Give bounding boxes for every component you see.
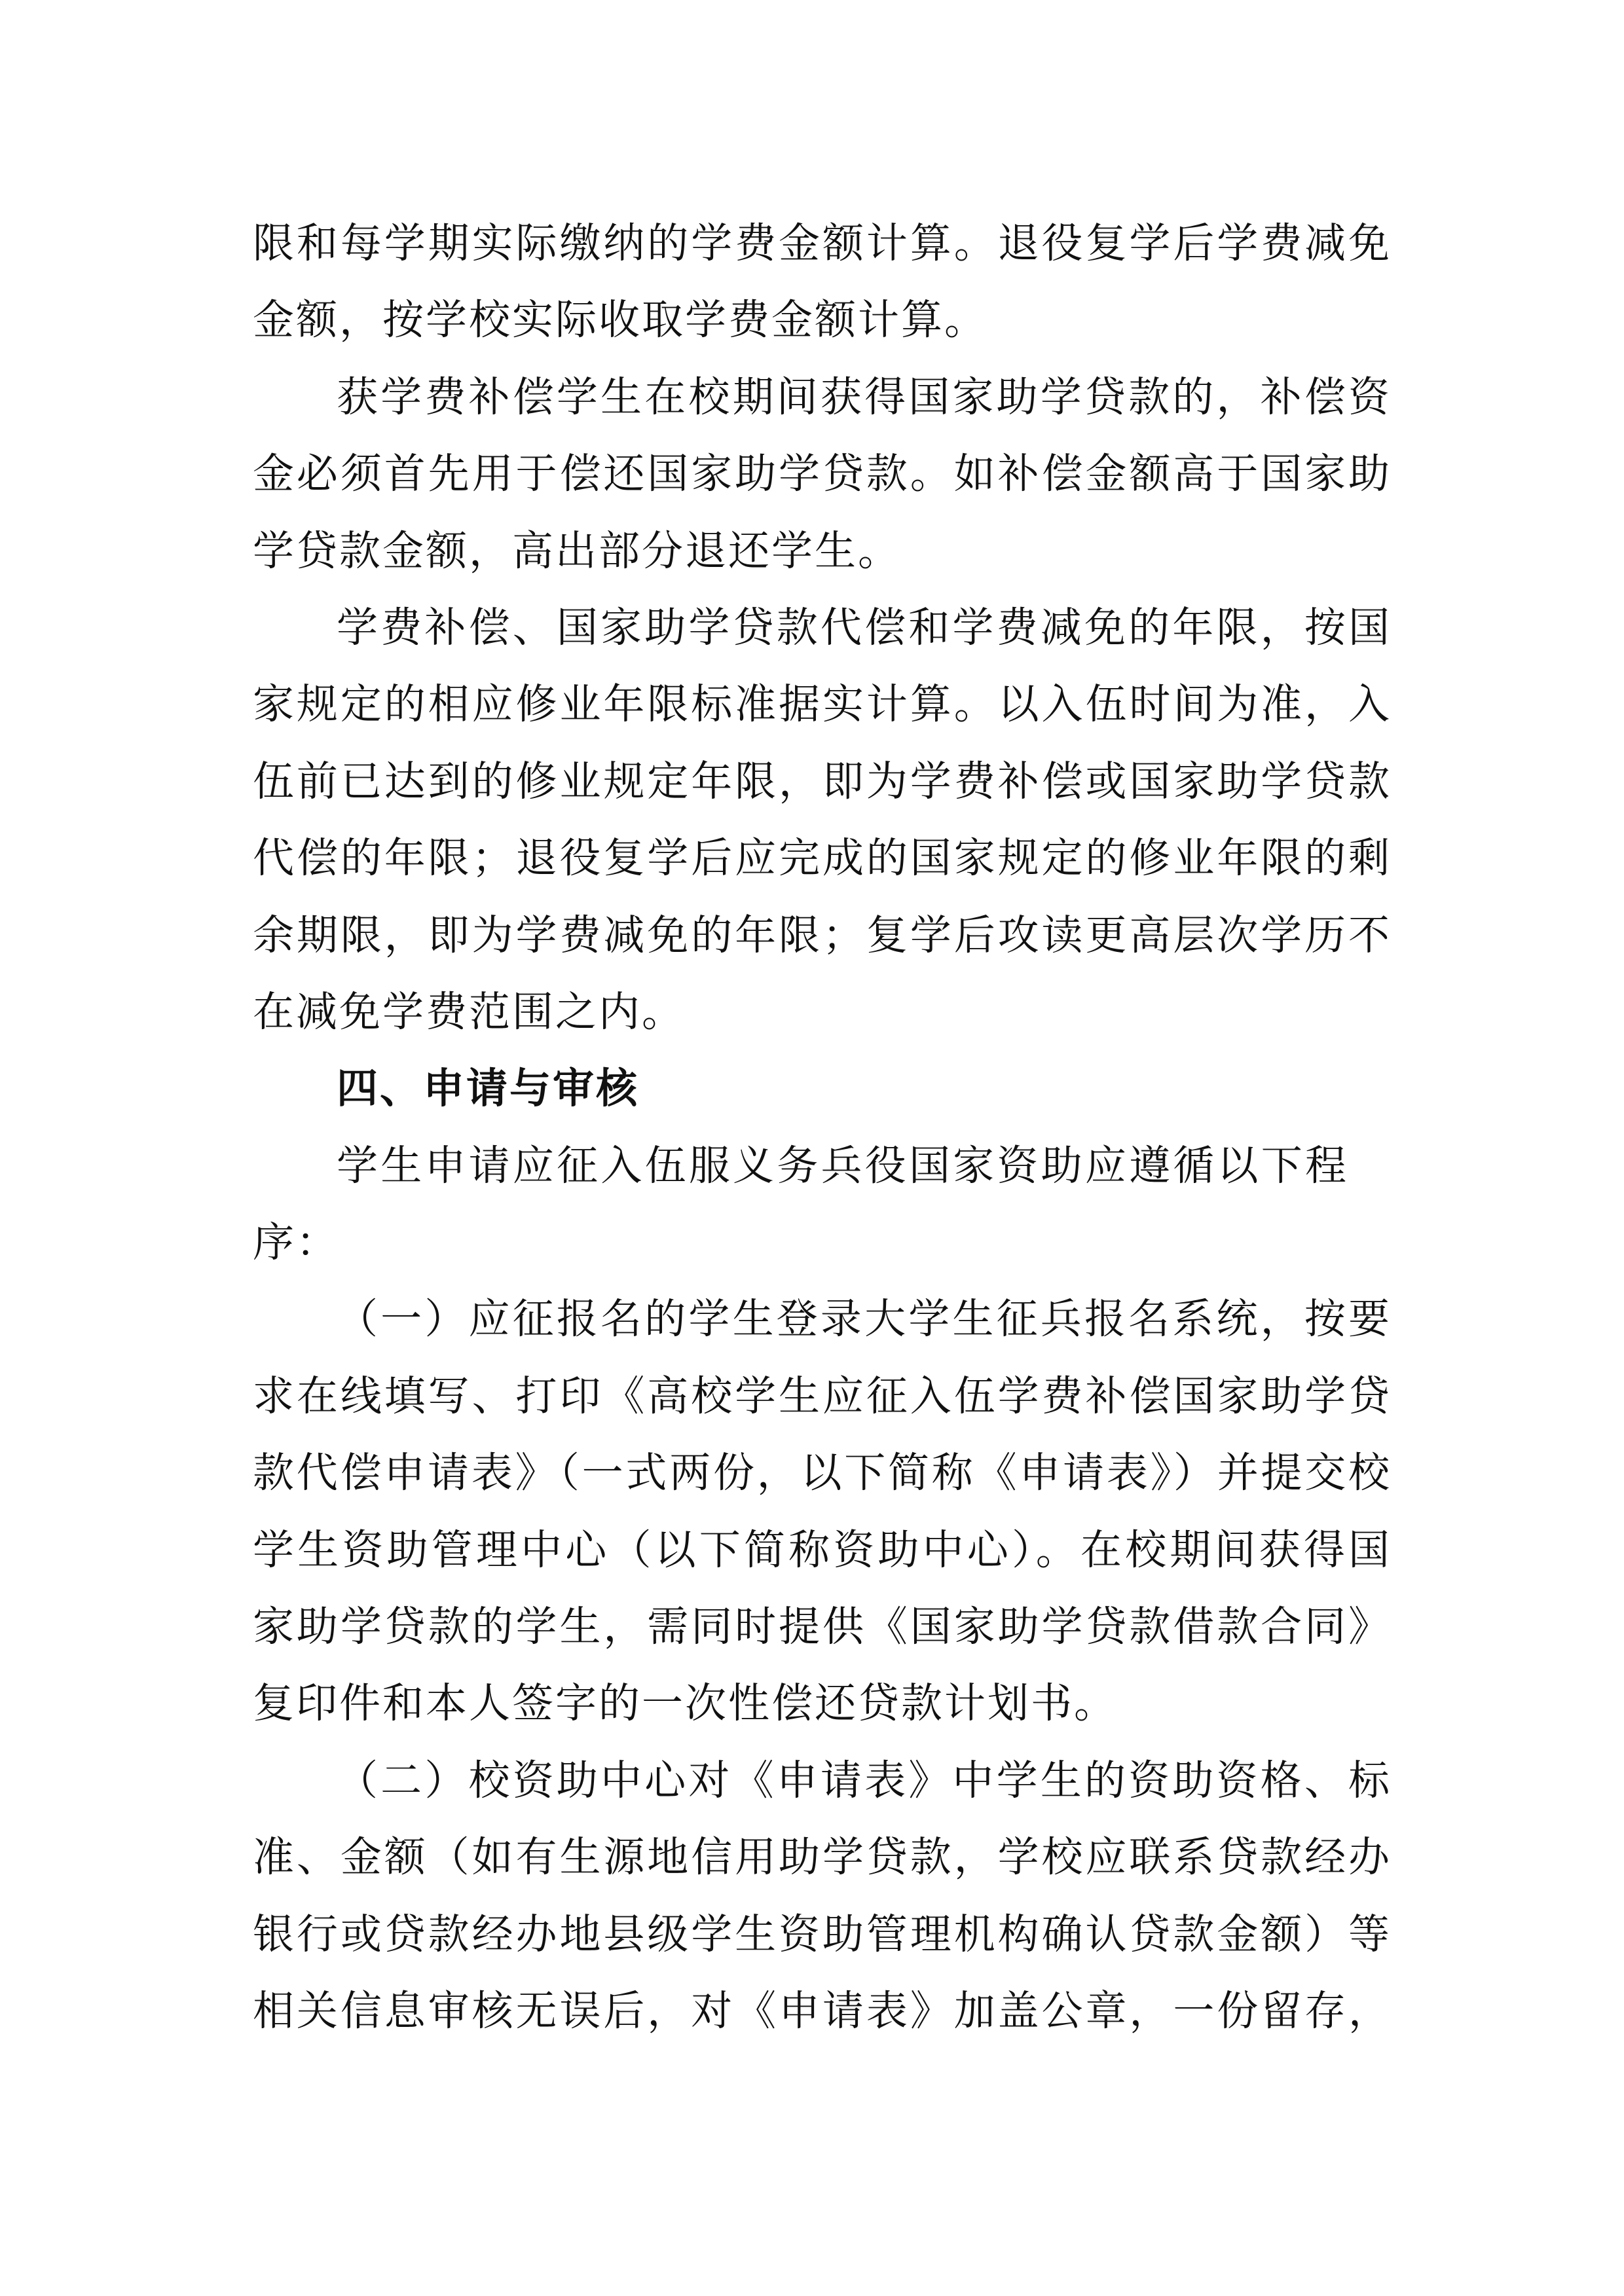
paragraph-line: 银行或贷款经办地县级学生资助管理机构确认贷款金额）等	[253, 1910, 1390, 1958]
paragraph-line: 在减免学费范围之内。	[253, 987, 685, 1036]
paragraph-line: 金必须首先用于偿还国家助学贷款。如补偿金额高于国家助	[253, 450, 1390, 498]
paragraph-line: 学生资助管理中心（以下简称资助中心）。在校期间获得国	[253, 1525, 1390, 1574]
paragraph-line: 求在线填写、打印《高校学生应征入伍学费补偿国家助学贷	[253, 1372, 1390, 1420]
paragraph-line: 限和每学期实际缴纳的学费金额计算。退役复学后学费减免	[253, 219, 1390, 267]
paragraph-line: 金额，按学校实际收取学费金额计算。	[253, 296, 987, 344]
paragraph-line: 伍前已达到的修业规定年限，即为学费补偿或国家助学贷款	[253, 757, 1390, 805]
paragraph-line: 余期限，即为学费减免的年限；复学后攻读更高层次学历不	[253, 911, 1390, 959]
paragraph	[253, 1281, 1390, 1741]
paragraph-line: 学生申请应征入伍服义务兵役国家资助应遵循以下程	[337, 1141, 1346, 1190]
paragraph	[253, 205, 1390, 359]
paragraph	[253, 1127, 1390, 1281]
paragraph-line: 复印件和本人签字的一次性偿还贷款计划书。	[253, 1679, 1117, 1728]
paragraph-line: 相关信息审核无误后，对《申请表》加盖公章，一份留存，	[253, 1986, 1390, 2035]
paragraph-line: 学费补偿、国家助学贷款代偿和学费减免的年限，按国	[337, 603, 1390, 651]
document-body	[253, 205, 1390, 2049]
paragraph-line: 家助学贷款的学生，需同时提供《国家助学贷款借款合同》	[253, 1603, 1390, 1651]
paragraph-line: 款代偿申请表》（一式两份，以下简称《申请表》）并提交校	[253, 1449, 1390, 1497]
paragraph-line: （二）校资助中心对《申请表》中学生的资助资格、标	[337, 1756, 1390, 1804]
paragraph-line: 获学费补偿学生在校期间获得国家助学贷款的，补偿资	[337, 373, 1390, 421]
paragraph	[253, 1742, 1390, 2050]
section-heading: 四、申请与审核	[337, 1065, 639, 1113]
paragraph-line: 代偿的年限；退役复学后应完成的国家规定的修业年限的剩	[253, 834, 1390, 883]
paragraph-line: 序：	[253, 1218, 339, 1267]
paragraph	[253, 589, 1390, 1050]
paragraph-line: 学贷款金额，高出部分退还学生。	[253, 526, 901, 575]
paragraph-line: 准、金额（如有生源地信用助学贷款，学校应联系贷款经办	[253, 1833, 1390, 1882]
paragraph	[253, 359, 1390, 589]
paragraph-line: 家规定的相应修业年限标准据实计算。以入伍时间为准，入	[253, 680, 1390, 729]
paragraph-line: （一）应征报名的学生登录大学生征兵报名系统，按要	[337, 1295, 1390, 1343]
